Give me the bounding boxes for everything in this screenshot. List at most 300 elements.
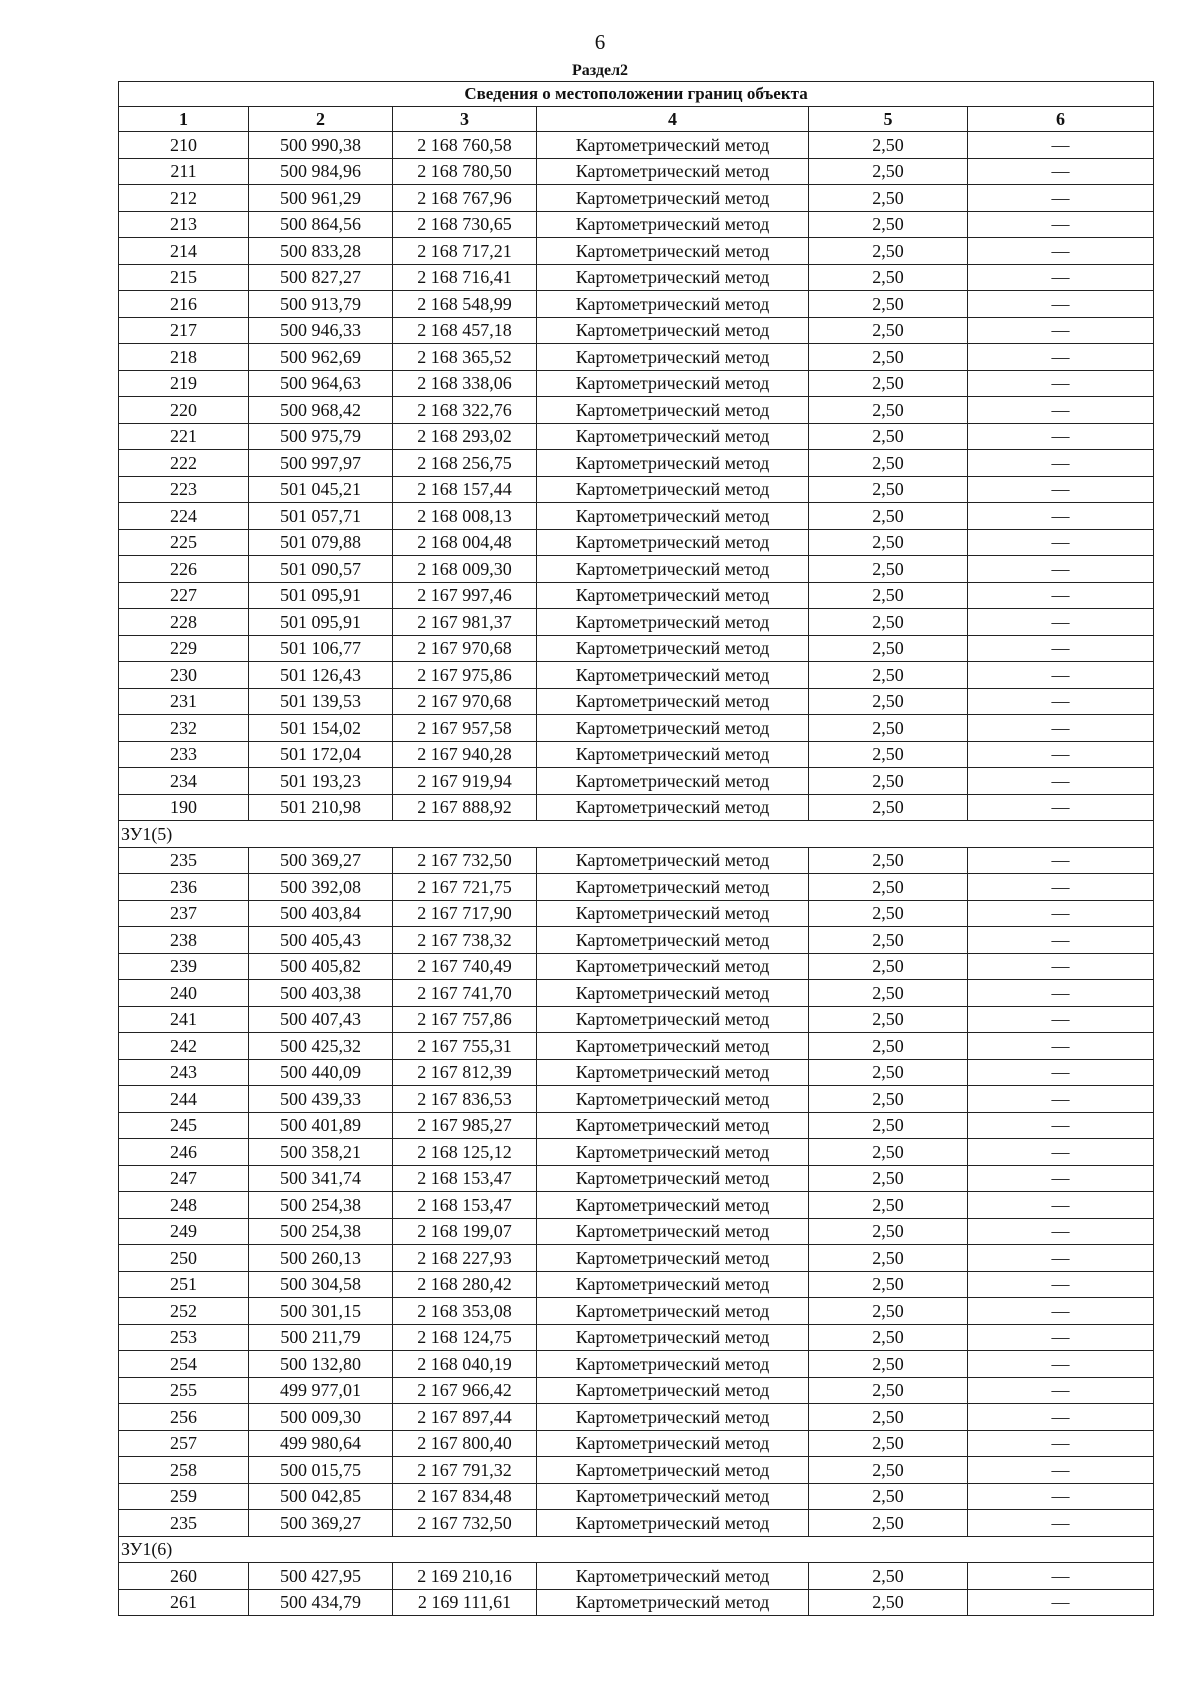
x-coordinate-cell: 500 990,38 bbox=[249, 132, 393, 159]
y-coordinate-cell: 2 167 975,86 bbox=[393, 662, 537, 689]
group-row bbox=[119, 821, 1154, 848]
accuracy-cell: 2,50 bbox=[809, 476, 968, 503]
accuracy-cell: 2,50 bbox=[809, 397, 968, 424]
method-cell: Картометрический метод bbox=[537, 768, 809, 795]
column-header: 6 bbox=[968, 107, 1154, 132]
description-cell: — bbox=[968, 344, 1154, 371]
x-coordinate-cell: 500 392,08 bbox=[249, 874, 393, 901]
description-cell: — bbox=[968, 609, 1154, 636]
method-cell: Картометрический метод bbox=[537, 1006, 809, 1033]
x-coordinate-cell: 501 139,53 bbox=[249, 688, 393, 715]
y-coordinate-cell: 2 167 919,94 bbox=[393, 768, 537, 795]
y-coordinate-cell: 2 167 755,31 bbox=[393, 1033, 537, 1060]
point-number-cell: 256 bbox=[119, 1404, 249, 1431]
method-cell: Картометрический метод bbox=[537, 238, 809, 265]
accuracy-cell: 2,50 bbox=[809, 794, 968, 821]
x-coordinate-cell: 500 864,56 bbox=[249, 211, 393, 238]
method-cell: Картометрический метод bbox=[537, 185, 809, 212]
point-number-cell: 220 bbox=[119, 397, 249, 424]
table-row bbox=[119, 1245, 1154, 1272]
method-cell: Картометрический метод bbox=[537, 1483, 809, 1510]
method-cell: Картометрический метод bbox=[537, 1139, 809, 1166]
description-cell: — bbox=[968, 980, 1154, 1007]
description-cell: — bbox=[968, 927, 1154, 954]
accuracy-cell: 2,50 bbox=[809, 741, 968, 768]
y-coordinate-cell: 2 167 957,58 bbox=[393, 715, 537, 742]
y-coordinate-cell: 2 168 153,47 bbox=[393, 1192, 537, 1219]
point-number-cell: 251 bbox=[119, 1271, 249, 1298]
table-row bbox=[119, 1006, 1154, 1033]
x-coordinate-cell: 500 405,43 bbox=[249, 927, 393, 954]
point-number-cell: 211 bbox=[119, 158, 249, 185]
accuracy-cell: 2,50 bbox=[809, 238, 968, 265]
y-coordinate-cell: 2 168 780,50 bbox=[393, 158, 537, 185]
x-coordinate-cell: 500 211,79 bbox=[249, 1324, 393, 1351]
table-row bbox=[119, 1059, 1154, 1086]
table-row bbox=[119, 609, 1154, 636]
point-number-cell: 237 bbox=[119, 900, 249, 927]
method-cell: Картометрический метод bbox=[537, 370, 809, 397]
description-cell: — bbox=[968, 1430, 1154, 1457]
y-coordinate-cell: 2 167 740,49 bbox=[393, 953, 537, 980]
method-cell: Картометрический метод bbox=[537, 609, 809, 636]
method-cell: Картометрический метод bbox=[537, 1033, 809, 1060]
description-cell: — bbox=[968, 1271, 1154, 1298]
table-row bbox=[119, 768, 1154, 795]
description-cell: — bbox=[968, 132, 1154, 159]
y-coordinate-cell: 2 168 322,76 bbox=[393, 397, 537, 424]
accuracy-cell: 2,50 bbox=[809, 291, 968, 318]
accuracy-cell: 2,50 bbox=[809, 1298, 968, 1325]
description-cell: — bbox=[968, 953, 1154, 980]
point-number-cell: 222 bbox=[119, 450, 249, 477]
x-coordinate-cell: 501 045,21 bbox=[249, 476, 393, 503]
method-cell: Картометрический метод bbox=[537, 1404, 809, 1431]
y-coordinate-cell: 2 167 970,68 bbox=[393, 688, 537, 715]
y-coordinate-cell: 2 168 457,18 bbox=[393, 317, 537, 344]
method-cell: Картометрический метод bbox=[537, 397, 809, 424]
table-row bbox=[119, 635, 1154, 662]
description-cell: — bbox=[968, 900, 1154, 927]
table-row bbox=[119, 1404, 1154, 1431]
x-coordinate-cell: 500 405,82 bbox=[249, 953, 393, 980]
group-label: ЗУ1(6) bbox=[119, 1536, 1154, 1563]
method-cell: Картометрический метод bbox=[537, 715, 809, 742]
description-cell: — bbox=[968, 715, 1154, 742]
x-coordinate-cell: 500 975,79 bbox=[249, 423, 393, 450]
y-coordinate-cell: 2 168 153,47 bbox=[393, 1165, 537, 1192]
method-cell: Картометрический метод bbox=[537, 900, 809, 927]
table-row bbox=[119, 1324, 1154, 1351]
y-coordinate-cell: 2 167 834,48 bbox=[393, 1483, 537, 1510]
y-coordinate-cell: 2 168 256,75 bbox=[393, 450, 537, 477]
accuracy-cell: 2,50 bbox=[809, 768, 968, 795]
y-coordinate-cell: 2 168 365,52 bbox=[393, 344, 537, 371]
description-cell: — bbox=[968, 238, 1154, 265]
description-cell: — bbox=[968, 450, 1154, 477]
y-coordinate-cell: 2 168 353,08 bbox=[393, 1298, 537, 1325]
accuracy-cell: 2,50 bbox=[809, 317, 968, 344]
point-number-cell: 250 bbox=[119, 1245, 249, 1272]
method-cell: Картометрический метод bbox=[537, 1510, 809, 1537]
accuracy-cell: 2,50 bbox=[809, 1377, 968, 1404]
accuracy-cell: 2,50 bbox=[809, 1404, 968, 1431]
accuracy-cell: 2,50 bbox=[809, 1483, 968, 1510]
method-cell: Картометрический метод bbox=[537, 635, 809, 662]
x-coordinate-cell: 501 210,98 bbox=[249, 794, 393, 821]
table-row bbox=[119, 1218, 1154, 1245]
x-coordinate-cell: 500 401,89 bbox=[249, 1112, 393, 1139]
description-cell: — bbox=[968, 211, 1154, 238]
table-row bbox=[119, 1483, 1154, 1510]
y-coordinate-cell: 2 167 966,42 bbox=[393, 1377, 537, 1404]
y-coordinate-cell: 2 168 548,99 bbox=[393, 291, 537, 318]
x-coordinate-cell: 501 095,91 bbox=[249, 582, 393, 609]
description-cell: — bbox=[968, 635, 1154, 662]
table-row bbox=[119, 582, 1154, 609]
accuracy-cell: 2,50 bbox=[809, 582, 968, 609]
x-coordinate-cell: 499 977,01 bbox=[249, 1377, 393, 1404]
description-cell: — bbox=[968, 503, 1154, 530]
method-cell: Картометрический метод bbox=[537, 794, 809, 821]
table-row bbox=[119, 874, 1154, 901]
table-row bbox=[119, 847, 1154, 874]
point-number-cell: 210 bbox=[119, 132, 249, 159]
description-cell: — bbox=[968, 1245, 1154, 1272]
x-coordinate-cell: 500 946,33 bbox=[249, 317, 393, 344]
point-number-cell: 235 bbox=[119, 1510, 249, 1537]
accuracy-cell: 2,50 bbox=[809, 529, 968, 556]
point-number-cell: 217 bbox=[119, 317, 249, 344]
table-row bbox=[119, 1139, 1154, 1166]
accuracy-cell: 2,50 bbox=[809, 185, 968, 212]
table-row bbox=[119, 238, 1154, 265]
point-number-cell: 231 bbox=[119, 688, 249, 715]
point-number-cell: 190 bbox=[119, 794, 249, 821]
description-cell: — bbox=[968, 1218, 1154, 1245]
point-number-cell: 248 bbox=[119, 1192, 249, 1219]
point-number-cell: 228 bbox=[119, 609, 249, 636]
method-cell: Картометрический метод bbox=[537, 1589, 809, 1616]
description-cell: — bbox=[968, 317, 1154, 344]
accuracy-cell: 2,50 bbox=[809, 1006, 968, 1033]
method-cell: Картометрический метод bbox=[537, 1324, 809, 1351]
point-number-cell: 257 bbox=[119, 1430, 249, 1457]
method-cell: Картометрический метод bbox=[537, 1245, 809, 1272]
point-number-cell: 226 bbox=[119, 556, 249, 583]
point-number-cell: 252 bbox=[119, 1298, 249, 1325]
point-number-cell: 258 bbox=[119, 1457, 249, 1484]
boundary-coordinates-table bbox=[118, 81, 1154, 1616]
accuracy-cell: 2,50 bbox=[809, 132, 968, 159]
y-coordinate-cell: 2 168 280,42 bbox=[393, 1271, 537, 1298]
description-cell: — bbox=[968, 582, 1154, 609]
column-header: 2 bbox=[249, 107, 393, 132]
table-row bbox=[119, 397, 1154, 424]
table-row bbox=[119, 927, 1154, 954]
table-row bbox=[119, 1086, 1154, 1113]
point-number-cell: 230 bbox=[119, 662, 249, 689]
point-number-cell: 254 bbox=[119, 1351, 249, 1378]
point-number-cell: 236 bbox=[119, 874, 249, 901]
column-header: 4 bbox=[537, 107, 809, 132]
x-coordinate-cell: 500 427,95 bbox=[249, 1563, 393, 1590]
accuracy-cell: 2,50 bbox=[809, 900, 968, 927]
method-cell: Картометрический метод bbox=[537, 741, 809, 768]
method-cell: Картометрический метод bbox=[537, 1218, 809, 1245]
method-cell: Картометрический метод bbox=[537, 158, 809, 185]
table-row bbox=[119, 1192, 1154, 1219]
method-cell: Картометрический метод bbox=[537, 1457, 809, 1484]
point-number-cell: 247 bbox=[119, 1165, 249, 1192]
table-row bbox=[119, 794, 1154, 821]
accuracy-cell: 2,50 bbox=[809, 1086, 968, 1113]
description-cell: — bbox=[968, 1324, 1154, 1351]
x-coordinate-cell: 501 095,91 bbox=[249, 609, 393, 636]
accuracy-cell: 2,50 bbox=[809, 980, 968, 1007]
accuracy-cell: 2,50 bbox=[809, 847, 968, 874]
description-cell: — bbox=[968, 1059, 1154, 1086]
x-coordinate-cell: 500 254,38 bbox=[249, 1218, 393, 1245]
accuracy-cell: 2,50 bbox=[809, 158, 968, 185]
table-row bbox=[119, 211, 1154, 238]
table-row bbox=[119, 264, 1154, 291]
table-row bbox=[119, 1351, 1154, 1378]
accuracy-cell: 2,50 bbox=[809, 1165, 968, 1192]
x-coordinate-cell: 500 260,13 bbox=[249, 1245, 393, 1272]
accuracy-cell: 2,50 bbox=[809, 715, 968, 742]
x-coordinate-cell: 501 106,77 bbox=[249, 635, 393, 662]
description-cell: — bbox=[968, 264, 1154, 291]
method-cell: Картометрический метод bbox=[537, 1563, 809, 1590]
point-number-cell: 216 bbox=[119, 291, 249, 318]
table-row bbox=[119, 1112, 1154, 1139]
point-number-cell: 223 bbox=[119, 476, 249, 503]
description-cell: — bbox=[968, 1351, 1154, 1378]
table-row bbox=[119, 980, 1154, 1007]
table-row bbox=[119, 1430, 1154, 1457]
table-row bbox=[119, 662, 1154, 689]
y-coordinate-cell: 2 168 040,19 bbox=[393, 1351, 537, 1378]
description-cell: — bbox=[968, 1589, 1154, 1616]
method-cell: Картометрический метод bbox=[537, 582, 809, 609]
accuracy-cell: 2,50 bbox=[809, 1033, 968, 1060]
accuracy-cell: 2,50 bbox=[809, 1059, 968, 1086]
method-cell: Картометрический метод bbox=[537, 1377, 809, 1404]
method-cell: Картометрический метод bbox=[537, 874, 809, 901]
x-coordinate-cell: 500 341,74 bbox=[249, 1165, 393, 1192]
x-coordinate-cell: 500 968,42 bbox=[249, 397, 393, 424]
method-cell: Картометрический метод bbox=[537, 1192, 809, 1219]
description-cell: — bbox=[968, 794, 1154, 821]
y-coordinate-cell: 2 168 125,12 bbox=[393, 1139, 537, 1166]
table-row bbox=[119, 317, 1154, 344]
accuracy-cell: 2,50 bbox=[809, 423, 968, 450]
description-cell: — bbox=[968, 397, 1154, 424]
y-coordinate-cell: 2 168 227,93 bbox=[393, 1245, 537, 1272]
y-coordinate-cell: 2 168 008,13 bbox=[393, 503, 537, 530]
method-cell: Картометрический метод bbox=[537, 1112, 809, 1139]
method-cell: Картометрический метод bbox=[537, 291, 809, 318]
x-coordinate-cell: 500 301,15 bbox=[249, 1298, 393, 1325]
accuracy-cell: 2,50 bbox=[809, 1192, 968, 1219]
y-coordinate-cell: 2 167 738,32 bbox=[393, 927, 537, 954]
x-coordinate-cell: 501 154,02 bbox=[249, 715, 393, 742]
accuracy-cell: 2,50 bbox=[809, 1589, 968, 1616]
y-coordinate-cell: 2 168 293,02 bbox=[393, 423, 537, 450]
table-row bbox=[119, 476, 1154, 503]
section-title: Раздел2 bbox=[571, 62, 629, 79]
point-number-cell: 244 bbox=[119, 1086, 249, 1113]
x-coordinate-cell: 500 015,75 bbox=[249, 1457, 393, 1484]
x-coordinate-cell: 500 827,27 bbox=[249, 264, 393, 291]
method-cell: Картометрический метод bbox=[537, 317, 809, 344]
x-coordinate-cell: 500 407,43 bbox=[249, 1006, 393, 1033]
accuracy-cell: 2,50 bbox=[809, 556, 968, 583]
table-row bbox=[119, 953, 1154, 980]
description-cell: — bbox=[968, 1192, 1154, 1219]
method-cell: Картометрический метод bbox=[537, 450, 809, 477]
y-coordinate-cell: 2 167 981,37 bbox=[393, 609, 537, 636]
point-number-cell: 219 bbox=[119, 370, 249, 397]
y-coordinate-cell: 2 167 836,53 bbox=[393, 1086, 537, 1113]
table-row bbox=[119, 1457, 1154, 1484]
accuracy-cell: 2,50 bbox=[809, 1510, 968, 1537]
point-number-cell: 246 bbox=[119, 1139, 249, 1166]
point-number-cell: 239 bbox=[119, 953, 249, 980]
table-row bbox=[119, 529, 1154, 556]
description-cell: — bbox=[968, 423, 1154, 450]
accuracy-cell: 2,50 bbox=[809, 370, 968, 397]
x-coordinate-cell: 500 434,79 bbox=[249, 1589, 393, 1616]
description-cell: — bbox=[968, 688, 1154, 715]
point-number-cell: 221 bbox=[119, 423, 249, 450]
table-row bbox=[119, 1563, 1154, 1590]
x-coordinate-cell: 500 425,32 bbox=[249, 1033, 393, 1060]
x-coordinate-cell: 500 369,27 bbox=[249, 847, 393, 874]
y-coordinate-cell: 2 167 897,44 bbox=[393, 1404, 537, 1431]
accuracy-cell: 2,50 bbox=[809, 1430, 968, 1457]
description-cell: — bbox=[968, 768, 1154, 795]
point-number-cell: 215 bbox=[119, 264, 249, 291]
accuracy-cell: 2,50 bbox=[809, 264, 968, 291]
table-row bbox=[119, 1589, 1154, 1616]
table-body bbox=[119, 132, 1154, 1616]
description-cell: — bbox=[968, 1033, 1154, 1060]
point-number-cell: 232 bbox=[119, 715, 249, 742]
method-cell: Картометрический метод bbox=[537, 688, 809, 715]
x-coordinate-cell: 501 172,04 bbox=[249, 741, 393, 768]
point-number-cell: 243 bbox=[119, 1059, 249, 1086]
table-row bbox=[119, 503, 1154, 530]
method-cell: Картометрический метод bbox=[537, 847, 809, 874]
method-cell: Картометрический метод bbox=[537, 132, 809, 159]
group-row bbox=[119, 1536, 1154, 1563]
method-cell: Картометрический метод bbox=[537, 980, 809, 1007]
column-header: 1 bbox=[119, 107, 249, 132]
y-coordinate-cell: 2 168 199,07 bbox=[393, 1218, 537, 1245]
description-cell: — bbox=[968, 1510, 1154, 1537]
description-cell: — bbox=[968, 556, 1154, 583]
accuracy-cell: 2,50 bbox=[809, 1112, 968, 1139]
point-number-cell: 218 bbox=[119, 344, 249, 371]
table-row bbox=[119, 1377, 1154, 1404]
accuracy-cell: 2,50 bbox=[809, 211, 968, 238]
point-number-cell: 260 bbox=[119, 1563, 249, 1590]
column-header: 5 bbox=[809, 107, 968, 132]
table-row bbox=[119, 1510, 1154, 1537]
group-label: ЗУ1(5) bbox=[119, 821, 1154, 848]
point-number-cell: 240 bbox=[119, 980, 249, 1007]
table-row bbox=[119, 715, 1154, 742]
description-cell: — bbox=[968, 1006, 1154, 1033]
point-number-cell: 255 bbox=[119, 1377, 249, 1404]
x-coordinate-cell: 500 042,85 bbox=[249, 1483, 393, 1510]
description-cell: — bbox=[968, 370, 1154, 397]
x-coordinate-cell: 500 403,84 bbox=[249, 900, 393, 927]
y-coordinate-cell: 2 167 791,32 bbox=[393, 1457, 537, 1484]
accuracy-cell: 2,50 bbox=[809, 1271, 968, 1298]
y-coordinate-cell: 2 168 717,21 bbox=[393, 238, 537, 265]
description-cell: — bbox=[968, 1139, 1154, 1166]
accuracy-cell: 2,50 bbox=[809, 1139, 968, 1166]
description-cell: — bbox=[968, 1298, 1154, 1325]
description-cell: — bbox=[968, 1165, 1154, 1192]
description-cell: — bbox=[968, 1457, 1154, 1484]
x-coordinate-cell: 500 440,09 bbox=[249, 1059, 393, 1086]
y-coordinate-cell: 2 167 970,68 bbox=[393, 635, 537, 662]
y-coordinate-cell: 2 167 888,92 bbox=[393, 794, 537, 821]
x-coordinate-cell: 501 079,88 bbox=[249, 529, 393, 556]
accuracy-cell: 2,50 bbox=[809, 1324, 968, 1351]
table-row bbox=[119, 370, 1154, 397]
description-cell: — bbox=[968, 1112, 1154, 1139]
point-number-cell: 225 bbox=[119, 529, 249, 556]
point-number-cell: 214 bbox=[119, 238, 249, 265]
x-coordinate-cell: 501 090,57 bbox=[249, 556, 393, 583]
description-cell: — bbox=[968, 1483, 1154, 1510]
column-header: 3 bbox=[393, 107, 537, 132]
y-coordinate-cell: 2 169 210,16 bbox=[393, 1563, 537, 1590]
accuracy-cell: 2,50 bbox=[809, 953, 968, 980]
description-cell: — bbox=[968, 874, 1154, 901]
point-number-cell: 234 bbox=[119, 768, 249, 795]
point-number-cell: 212 bbox=[119, 185, 249, 212]
y-coordinate-cell: 2 167 985,27 bbox=[393, 1112, 537, 1139]
y-coordinate-cell: 2 168 004,48 bbox=[393, 529, 537, 556]
y-coordinate-cell: 2 168 338,06 bbox=[393, 370, 537, 397]
table-caption: Сведения о местоположении границ объекта bbox=[119, 82, 1154, 107]
accuracy-cell: 2,50 bbox=[809, 503, 968, 530]
accuracy-cell: 2,50 bbox=[809, 450, 968, 477]
table-header-row bbox=[119, 107, 1154, 132]
table-row bbox=[119, 344, 1154, 371]
table-row bbox=[119, 423, 1154, 450]
method-cell: Картометрический метод bbox=[537, 529, 809, 556]
y-coordinate-cell: 2 167 812,39 bbox=[393, 1059, 537, 1086]
table-row bbox=[119, 741, 1154, 768]
y-coordinate-cell: 2 167 757,86 bbox=[393, 1006, 537, 1033]
point-number-cell: 224 bbox=[119, 503, 249, 530]
point-number-cell: 229 bbox=[119, 635, 249, 662]
table-row bbox=[119, 900, 1154, 927]
x-coordinate-cell: 500 009,30 bbox=[249, 1404, 393, 1431]
y-coordinate-cell: 2 168 730,65 bbox=[393, 211, 537, 238]
method-cell: Картометрический метод bbox=[537, 953, 809, 980]
accuracy-cell: 2,50 bbox=[809, 662, 968, 689]
description-cell: — bbox=[968, 185, 1154, 212]
description-cell: — bbox=[968, 741, 1154, 768]
